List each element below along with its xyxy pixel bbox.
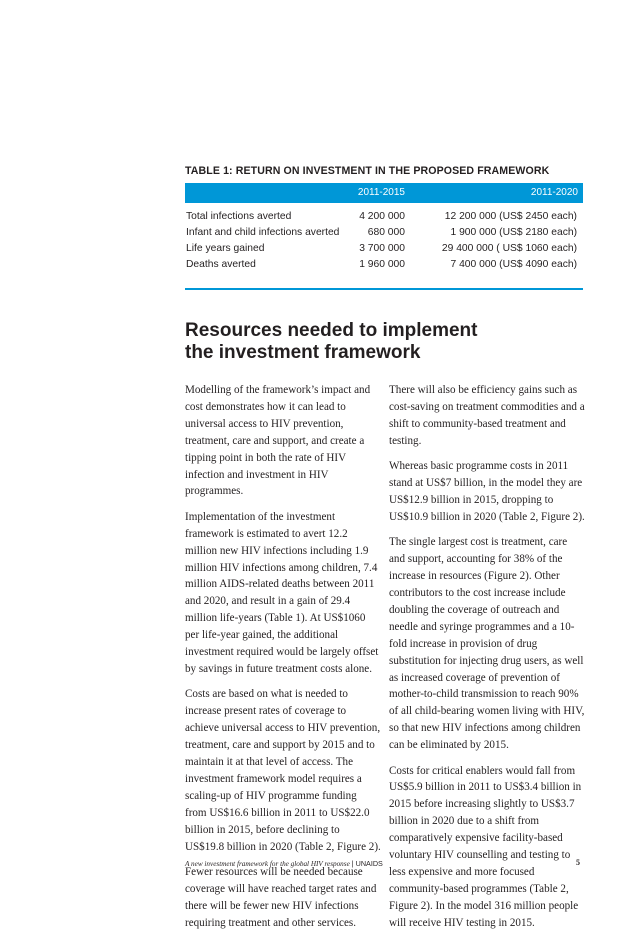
- table-header-2011-2015: 2011-2015: [357, 187, 405, 198]
- footer-separator: |: [349, 859, 356, 868]
- paragraph: Costs for critical enablers would fall from US$5.9 billion in 2011 to US$3.4 billion in 2015 before increasing slightly to US$3.7 billion in 2020 due to a shift from comparatively expensive facility-based voluntary HIV counselling and testing to less expensive and more focused community-based programmes (Table 2, Figure 2). In the model 316 million people will receive HIV testing in 2015.: [389, 764, 582, 929]
- row-label: Life years gained: [186, 243, 265, 254]
- paragraph: Costs are based on what is needed to increase present rates of coverage to achieve universal access to HIV prevention, treatment, care and support by 2015 and to maintain it at that level of access. The investment framework model requires a scaling-up of HIV programme funding from US$16.6 billion in 2011 to US$22.0 billion in 2015, before declining to US$19.8 billion in 2020 (Table 2, Figure 2).: [185, 688, 381, 853]
- table-title: TABLE 1: RETURN ON INVESTMENT IN THE PROPOSED FRAMEWORK: [185, 165, 550, 177]
- section-heading: [185, 320, 477, 364]
- value-2011-2015: 680 000: [367, 227, 405, 238]
- value-2011-2015: 4 200 000: [359, 211, 405, 222]
- footer-publication-title: A new investment framework for the global HIV response: [185, 860, 350, 868]
- value-2011-2015: 1 960 000: [359, 259, 405, 270]
- row-label: Deaths averted: [186, 259, 256, 270]
- value-2011-2020: 29 400 000 ( US$ 1060 each): [441, 243, 577, 254]
- table-bottom-rule: [185, 288, 583, 290]
- paragraph: Fewer resources will be needed because coverage will have reached target rates and there will be fewer new HIV infections requiring treatment and other services.: [185, 865, 377, 929]
- table-row: [185, 227, 583, 243]
- table-row: [185, 243, 583, 259]
- right-text-column: [389, 382, 585, 940]
- paragraph: Whereas basic programme costs in 2011 stand at US$7 billion, in the model they are US$12.9 billion in 2015, dropping to US$10.9 billion in 2020 (Table 2, Figure 2).: [389, 460, 585, 523]
- page-footer: [185, 859, 383, 868]
- section-heading-line-2: the investment framework: [185, 342, 421, 363]
- section-heading-line-1: Resources needed to implement: [185, 320, 478, 341]
- row-label: Infant and child infections averted: [186, 227, 340, 238]
- table-row: [185, 259, 583, 275]
- value-2011-2020: 7 400 000 (US$ 4090 each): [450, 259, 577, 270]
- row-label: Total infections averted: [186, 211, 292, 222]
- table-header-2011-2020: 2011-2020: [530, 187, 578, 198]
- left-text-column: [185, 382, 381, 940]
- value-2011-2015: 3 700 000: [359, 243, 405, 254]
- page-number: 5: [576, 858, 580, 867]
- paragraph: Modelling of the framework’s impact and cost demonstrates how it can lead to universal access to HIV prevention, treatment, care and support, and create a tipping point in both the rate of HIV infection and investment in HIV programmes.: [185, 384, 371, 498]
- table-row: [185, 211, 583, 227]
- value-2011-2020: 1 900 000 (US$ 2180 each): [450, 227, 577, 238]
- table-header-row: [185, 183, 583, 203]
- paragraph: Implementation of the investment framework is estimated to avert 12.2 million new HIV infections including 1.9 million HIV infections among children, 7.4 million AIDS-related deaths between 2011 and 2020, and result in a gain of 29.4 million life-years (Table 1). At US$1060 per life-year gained, the additional investment required would be largely offset by savings in future treatment costs alone.: [185, 510, 379, 675]
- footer-org: UNAIDS: [355, 859, 383, 868]
- value-2011-2020: 12 200 000 (US$ 2450 each): [444, 211, 577, 222]
- paragraph: There will also be efficiency gains such as cost-saving on treatment commodities and a shift to community-based treatment and testing.: [389, 384, 585, 447]
- paragraph: The single largest cost is treatment, care and support, accounting for 38% of the increase in resources (Figure 2). Other contributors to the cost increase include doubling the coverage of outreach and needle and syringe programmes and a 10-fold increase in provision of drug substitution for injecting drug users, as well as increased coverage of prevention of mother-to-child transmission to reach 90% of all child-bearing women living with HIV, so that new HIV infections among children can be eliminated by 2015.: [389, 536, 585, 752]
